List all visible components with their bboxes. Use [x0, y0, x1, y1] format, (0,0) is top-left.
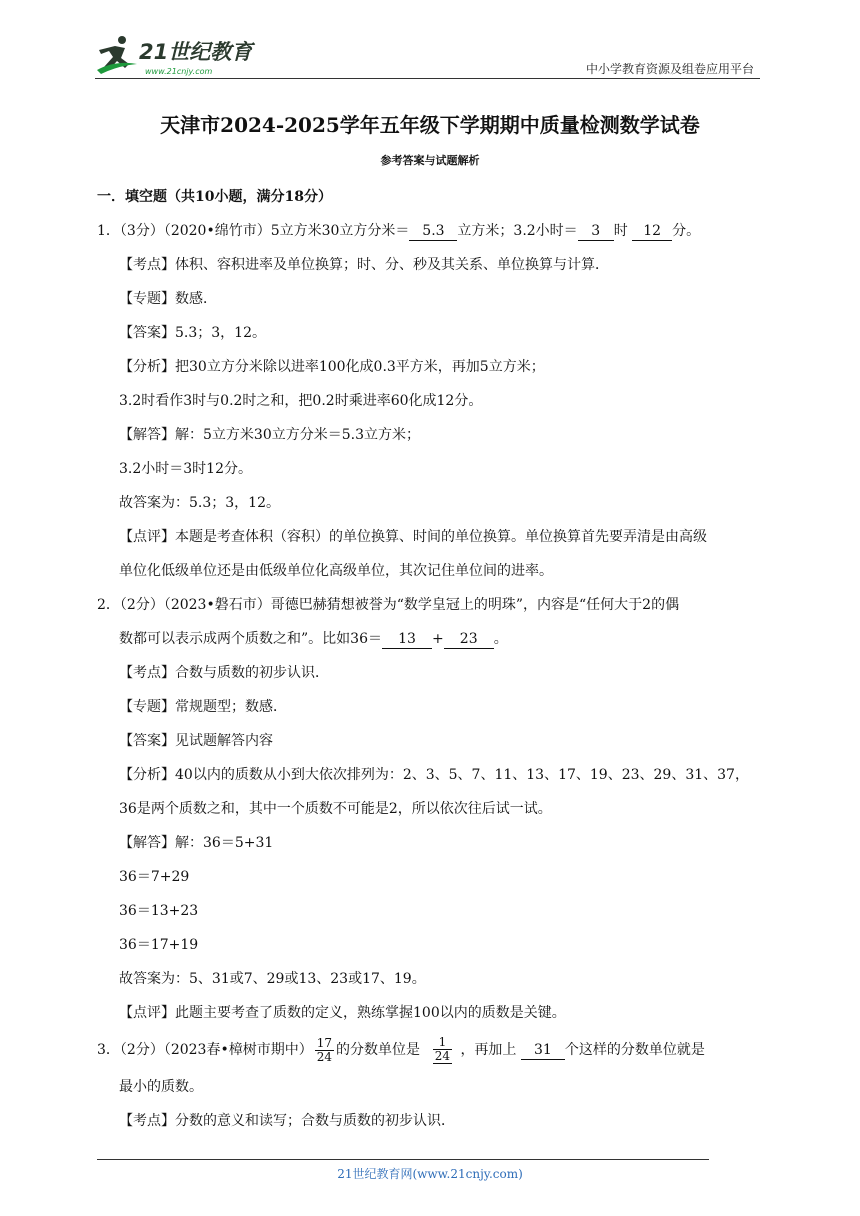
zhuanti-line: 【专题】数感．: [119, 291, 217, 307]
question-3-stem: 3．（2分）（2023春•樟树市期中） $\frac{17}{24}$ 的分数单位是 $\frac{1}{24}$ ，再加上 31 个这样的分数单位就是: [97, 1035, 705, 1064]
kaodian-line: 【考点】合数与质数的初步认识．: [119, 665, 329, 681]
question-list: [97, 214, 765, 1138]
answer-line: 【答案】5.3；3，12。: [119, 325, 266, 341]
comment-line: 【点评】此题主要考查了质数的定义，熟练掌握100以内的质数是关键。: [119, 1005, 566, 1021]
comment-line: 单位化低级单位还是由低级单位化高级单位，其次记住单位间的进率。: [119, 563, 553, 579]
logo-runner-icon: [95, 34, 265, 78]
footer-link[interactable]: 21世纪教育网(www.21cnjy.com): [337, 1167, 523, 1181]
platform-name: 中小学教育资源及组卷应用平台: [585, 62, 754, 76]
analysis-line: 3.2时看作3时与0.2时之和，把0.2时乘进率60化成12分。: [119, 393, 483, 409]
question-2-stem-cont: 数都可以表示成两个质数之和”。比如36＝ 13 + 23 。: [119, 631, 508, 647]
final-answer-line: 故答案为：5.3；3，12。: [119, 495, 280, 511]
svg-text:21世纪教育: 21世纪教育: [139, 40, 253, 64]
zhuanti-line: 【专题】常规题型；数感．: [119, 699, 287, 715]
analysis-line: 【分析】40以内的质数从小到大依次排列为：2、3、5、7、11、13、17、19、23、29、31、37，: [119, 767, 749, 783]
answer-blank: $\frac{1}{24}$: [434, 1035, 451, 1063]
analysis-line: 36是两个质数之和，其中一个质数不可能是2，所以依次往后试一试。: [119, 801, 552, 817]
solution-line: 36＝7+29: [119, 869, 190, 885]
question-3-stem-cont: 最小的质数。: [119, 1079, 203, 1095]
question-1-stem: 1．（3分）（2020•绵竹市）5立方米30立方分米＝ 5.3 立方米；3.2小时＝ 3 时 12 分。: [97, 223, 701, 239]
answer-line: 【答案】见试题解答内容: [119, 733, 273, 749]
solution-line: 3.2小时＝3时12分。: [119, 461, 252, 477]
solution-line: 36＝13+23: [119, 903, 199, 919]
answer-blank: 13: [382, 630, 432, 649]
answer-blank: 31: [521, 1041, 565, 1060]
final-answer-line: 故答案为：5、31或7、29或13、23或17、19。: [119, 971, 426, 987]
question-2-stem: 2．（2分）（2023•磐石市）哥德巴赫猜想被誉为“数学皇冠上的明珠”，内容是“任何大于2的偶: [97, 597, 680, 613]
section-heading: 一．填空题（共10小题，满分18分）: [97, 189, 332, 205]
fraction: $\frac{17}{24}$: [316, 1035, 332, 1064]
header-divider: [95, 78, 760, 79]
solution-line: 【解答】解：5立方米30立方分米＝5.3立方米；: [119, 427, 420, 443]
kaodian-line: 【考点】体积、容积进率及单位换算；时、分、秒及其关系、单位换算与计算．: [119, 257, 609, 273]
page-subtitle: 参考答案与试题解析: [380, 154, 480, 167]
svg-text:www.21cnjy.com: www.21cnjy.com: [145, 67, 213, 76]
comment-line: 【点评】本题是考查体积（容积）的单位换算、时间的单位换算。单位换算首先要弄清是由高级: [119, 529, 707, 545]
answer-blank: 5.3: [409, 222, 457, 241]
kaodian-line: 【考点】分数的意义和读写；合数与质数的初步认识．: [119, 1113, 455, 1129]
solution-line: 36＝17+19: [119, 937, 199, 953]
answer-blank: 3: [578, 222, 614, 241]
solution-line: 【解答】解：36＝5+31: [119, 835, 274, 851]
page-title: 天津市2024-2025学年五年级下学期期中质量检测数学试卷: [160, 113, 700, 137]
answer-blank: 23: [444, 630, 494, 649]
page-header: [95, 34, 760, 80]
footer-divider: [97, 1159, 709, 1160]
answer-blank: 12: [632, 222, 672, 241]
analysis-line: 【分析】把30立方分米除以进率100化成0.3平方米，再加5立方米；: [119, 359, 545, 375]
